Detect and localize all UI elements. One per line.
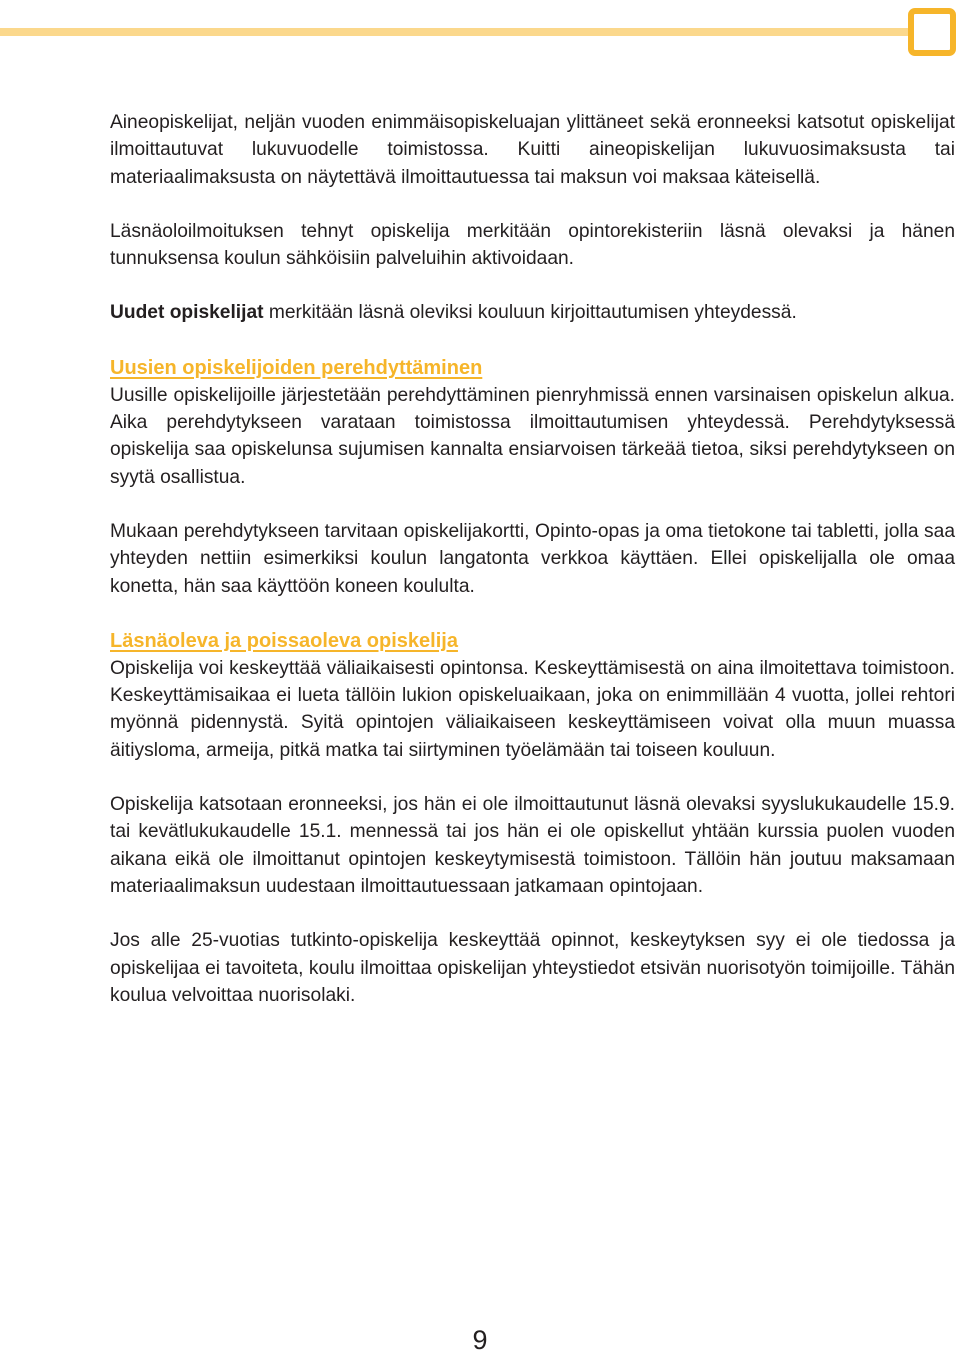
section-heading-lasnaoleva: Läsnäoleva ja poissaoleva opiskelija xyxy=(110,629,458,652)
paragraph-perehdyttaminen: Uusille opiskelijoille järjestetään perehdyttäminen pienryhmissä ennen varsinaisen opiskelun alkua. Aika perehdytykseen varataan toimistossa ilmoittautumisen yhteydessä. Perehdytyksessä opiskelija saa opiskelunsa sujumisen kannalta ensiarvoisen tärkeää tietoa, siksi perehdytykseen on syytä osallistua. xyxy=(110,384,955,488)
paragraph-nuorisotyo: Jos alle 25-vuotias tutkinto-opiskelija keskeyttää opinnot, keskeytyksen syy ei ole tiedossa ja opiskelijaa ei tavoiteta, koulu ilmoittaa opiskelijan yhteystiedot etsivän nuorisotyön toimijoille. Tähän koulua velvoittaa nuorisolaki. xyxy=(110,930,955,1006)
paragraph-text: merkitään läsnä oleviksi kouluun kirjoittautumisen yhteydessä. xyxy=(263,302,797,324)
corner-square-icon xyxy=(908,8,956,56)
section-heading-perehdyttaminen: Uusien opiskelijoiden perehdyttäminen xyxy=(110,356,483,379)
paragraph-uudet-opiskelijat xyxy=(110,299,955,326)
paragraph-aineopiskelijat: Aineopiskelijat, neljän vuoden enimmäisopiskeluajan ylittäneet sekä eronneeksi katsotut opiskelijat ilmoittautuvat lukuvuodelle toimistossa. Kuitti aineopiskelijan lukuvuosimaksusta tai materiaalimaksusta on näytettävä ilmoittautuessa tai maksun voi maksaa käteisellä. xyxy=(110,112,955,188)
header-rule xyxy=(0,28,912,36)
paragraph-mukaan: Mukaan perehdytykseen tarvitaan opiskelijakortti, Opinto-opas ja oma tietokone tai tabletti, jolla saa yhteyden nettiin esimerkiksi koulun langatonta verkkoa käyttäen. Ellei opiskelijalla ole omaa konetta, hän saa käyttöön koneen koululta. xyxy=(110,520,955,597)
paragraph-lasnaoloilmoitus: Läsnäoloilmoituksen tehnyt opiskelija merkitään opintorekisteriin läsnä olevaksi ja hänen tunnuksensa koulun sähköisiin palveluihin aktivoidaan. xyxy=(110,220,955,270)
paragraph-eronneeksi: Opiskelija katsotaan eronneeksi, jos hän ei ole ilmoittautunut läsnä olevaksi syyslukukaudelle 15.9. tai kevätlukukaudelle 15.1. mennessä tai jos hän ei ole opiskellut yhtään kurssia puolen vuoden aikana eikä ole ilmoittanut opintojen keskeytymisestä toimistoon. Tällöin hän joutuu maksamaan materiaalimaksun uudestaan ilmoittautuessaan jatkamaan opintojaan. xyxy=(110,794,955,897)
page-number: 9 xyxy=(472,1325,488,1355)
page-content xyxy=(110,109,955,1009)
bold-lead: Uudet opiskelijat xyxy=(110,302,264,324)
paragraph-keskeyttaminen: Opiskelija voi keskeyttää väliaikaisesti opintonsa. Keskeyttämisestä on aina ilmoitettava toimistoon. Keskeyttämisaikaa ei lueta tällöin lukion opiskeluaikaan, joka on enimmillään 4 vuotta, jollei rehtori myönnä pidennystä. Syitä opintojen väliaikaiseen keskeyttämiseen voivat olla muun muassa äitiysloma, armeija, pitkä matka tai siirtyminen työelämään tai toiseen kouluun. xyxy=(110,657,955,761)
